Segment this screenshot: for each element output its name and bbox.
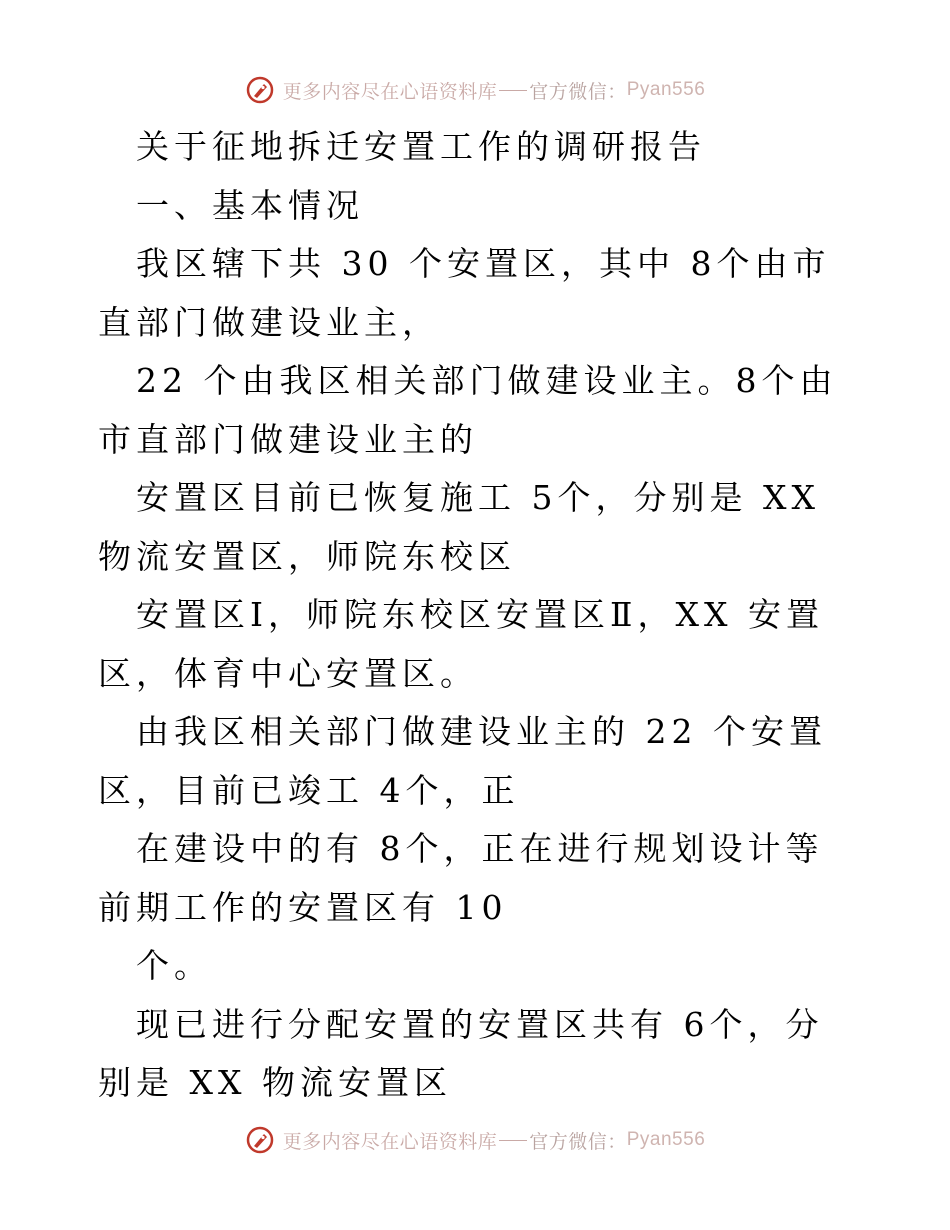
watermark-dash <box>499 1140 527 1141</box>
watermark-footer <box>0 1120 950 1160</box>
paragraph: 安置区Ⅰ，师院东校区安置区Ⅱ，XX 安置区，体育中心安置区。 <box>98 595 824 693</box>
paragraph: 现已进行分配安置的安置区共有 6个，分别是 XX 物流安置区 <box>98 1004 824 1102</box>
watermark-site-text: 更多内容尽在心语资料库 <box>282 1130 498 1153</box>
paragraph: 22 个由我区相关部门做建设业主。8个由市直部门做建设业主的 <box>98 361 838 459</box>
watermark-dash <box>499 90 527 91</box>
document-body <box>98 118 858 1113</box>
pen-nib-logo-icon <box>245 1125 275 1155</box>
watermark-wechat-id: Pyan556 <box>626 1129 706 1150</box>
pen-nib-logo-icon <box>245 75 275 105</box>
section-heading: 一、基本情况 <box>136 185 364 225</box>
paragraph: 个。 <box>136 946 212 985</box>
paragraph: 我区辖下共 30 个安置区，其中 8个由市直部门做建设业主， <box>98 244 831 342</box>
watermark-wechat-label: 官方微信： <box>529 1130 627 1153</box>
paragraph: 由我区相关部门做建设业主的 22 个安置区，目前已竣工 4个，正 <box>98 712 827 810</box>
watermark-wechat-label: 官方微信： <box>529 80 627 103</box>
watermark-site-text: 更多内容尽在心语资料库 <box>282 80 498 103</box>
paragraph: 安置区目前已恢复施工 5个，分别是 XX 物流安置区，师院东校区 <box>98 478 820 576</box>
watermark-wechat-id: Pyan556 <box>626 79 706 100</box>
watermark-header <box>0 70 950 110</box>
paragraph: 在建设中的有 8个，正在进行规划设计等前期工作的安置区有 10 <box>98 829 824 927</box>
document-title: 关于征地拆迁安置工作的调研报告 <box>136 127 706 166</box>
